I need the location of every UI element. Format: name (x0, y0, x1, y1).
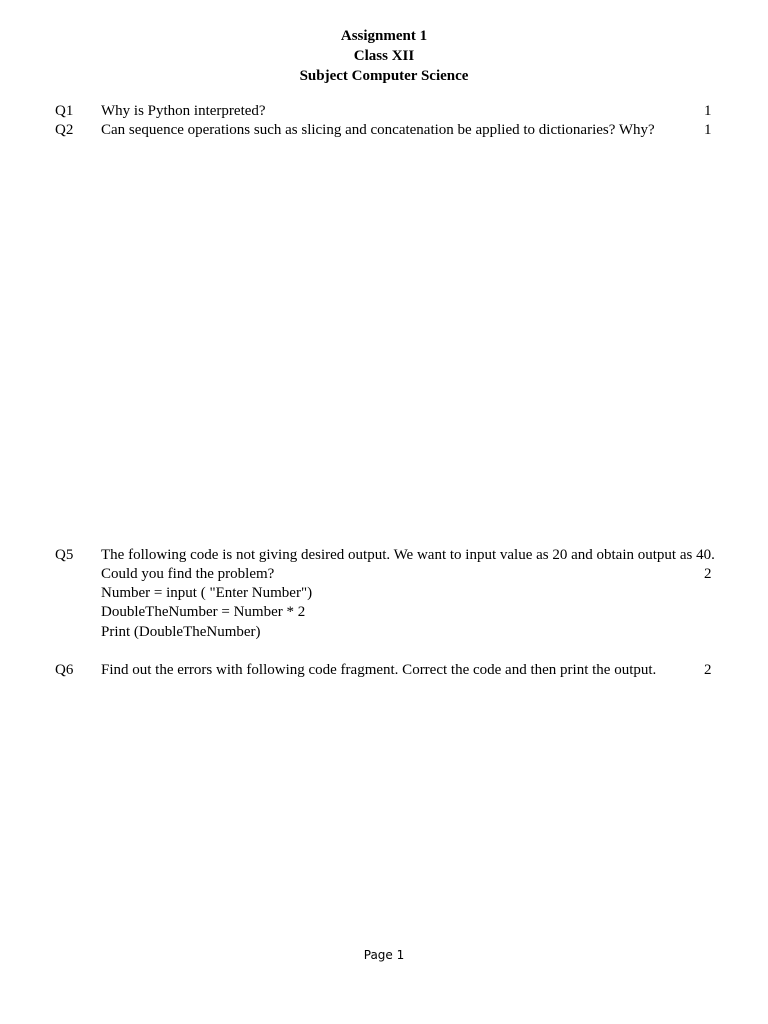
question-marks-q6: 2 (704, 662, 712, 678)
question-text-q6: Find out the errors with following code fragment. Correct the code and then print the output. (101, 662, 657, 678)
question-text-q1: Why is Python interpreted? (101, 103, 266, 119)
question-number-q2: Q2 (55, 122, 74, 138)
question-text-q2: Can sequence operations such as slicing and concatenation be applied to dictionaries? Why? (101, 122, 655, 138)
code-line-1: Number = input ( "Enter Number") (101, 585, 313, 601)
code-line-2: DoubleTheNumber = Number * 2 (101, 604, 306, 620)
question-marks-q5: 2 (704, 566, 712, 582)
class-label: Class XII (353, 48, 415, 64)
question-number-q6: Q6 (55, 662, 74, 678)
question-text-q5-line-1: The following code is not giving desired output. We want to input value as 20 and obtain output as 40. (101, 547, 715, 563)
question-marks-q2: 1 (704, 122, 712, 138)
subject-label: Subject Computer Science (299, 68, 469, 84)
assignment-title: Assignment 1 (340, 28, 428, 44)
document-header (0, 26, 768, 86)
question-marks-q1: 1 (704, 103, 712, 119)
question-number-q5: Q5 (55, 547, 74, 563)
question-number-q1: Q1 (55, 103, 74, 119)
page-number: Page 1 (363, 948, 405, 962)
code-line-3: Print (DoubleTheNumber) (101, 624, 261, 640)
question-text-q5-line-2: Could you find the problem? (101, 566, 275, 582)
